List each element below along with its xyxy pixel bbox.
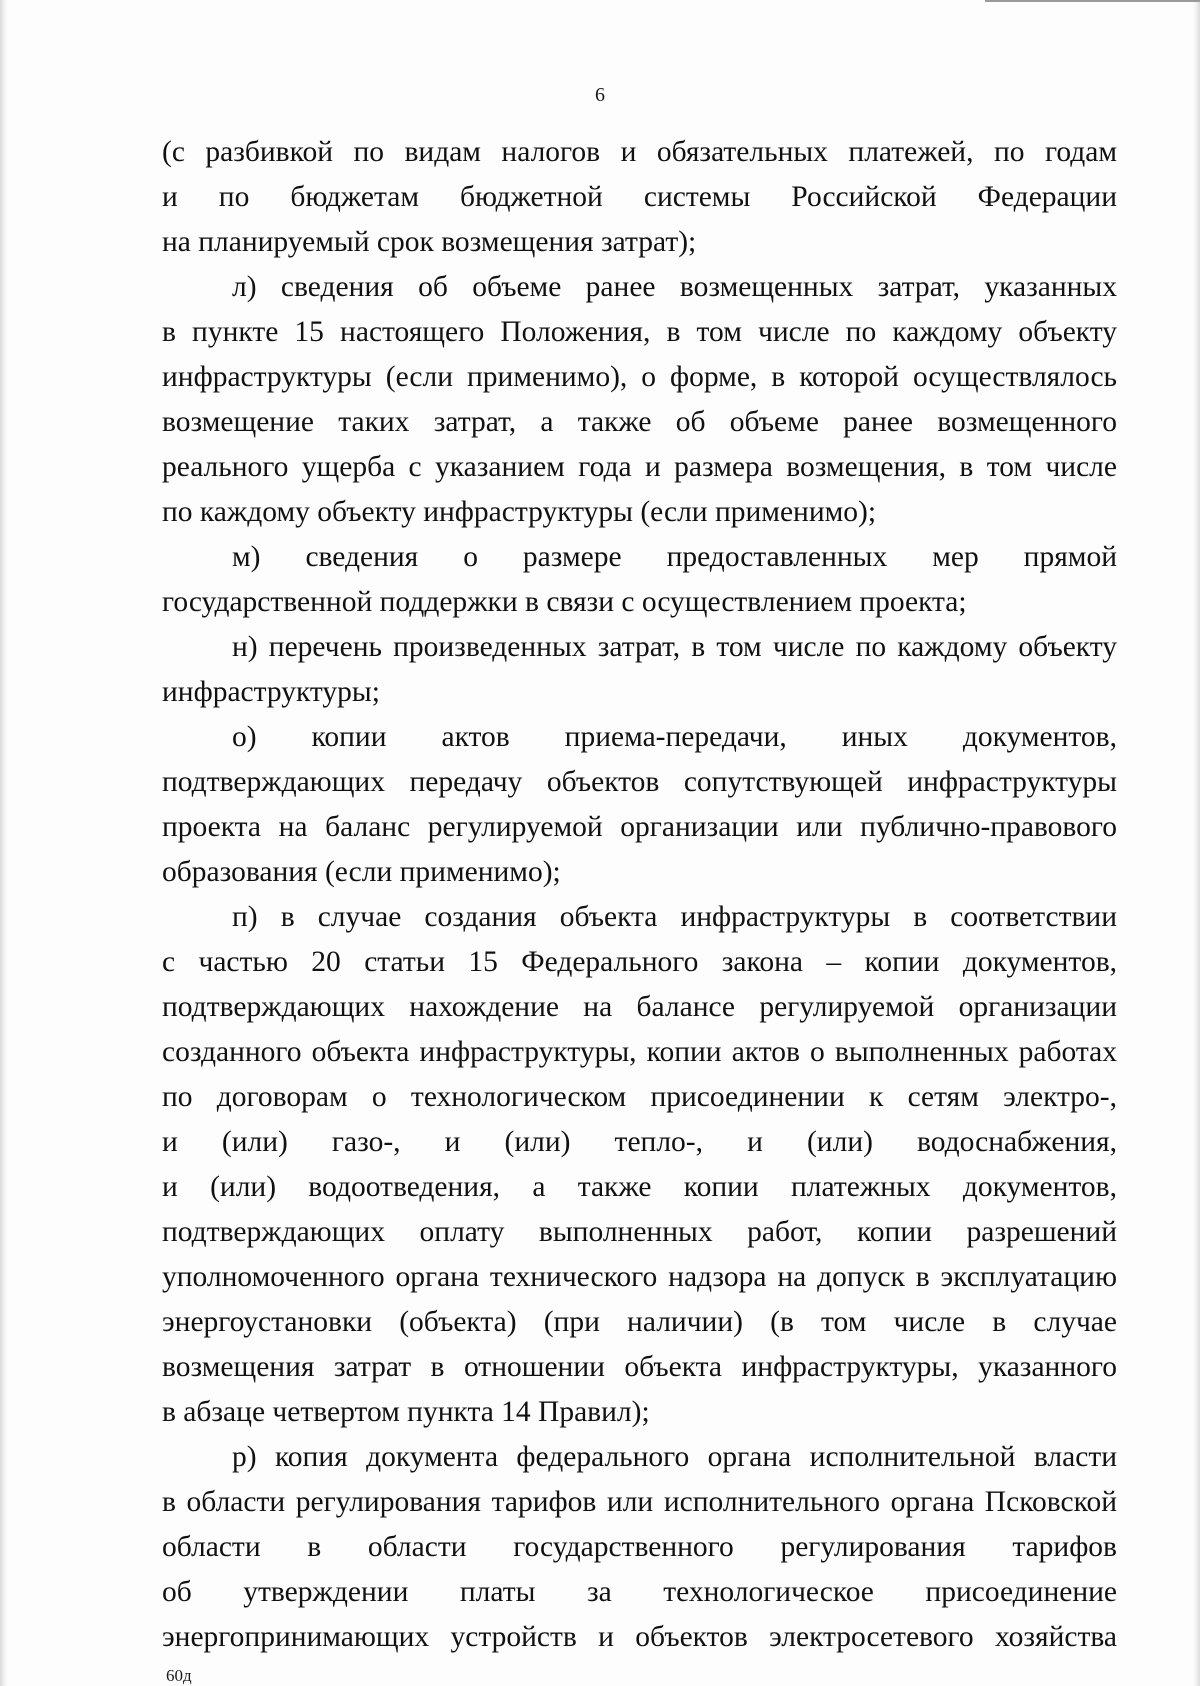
text-line: об утверждении платы за технологическое присоединение <box>162 1576 1117 1608</box>
text-line: с частью 20 статьи 15 Федерального закона – копии документов, <box>162 946 1117 978</box>
paragraph <box>162 265 1117 535</box>
text-line: по договорам о технологическом присоединении к сетям электро-, <box>162 1081 1117 1113</box>
text-line: м) сведения о размере предоставленных мер прямой <box>232 541 1117 573</box>
text-line: инфраструктуры; <box>162 676 380 708</box>
text-line: созданного объекта инфраструктуры, копии актов о выполненных работах <box>162 1036 1117 1068</box>
top-rule <box>985 0 1200 2</box>
text-line: подтверждающих передачу объектов сопутствующей инфраструктуры <box>162 766 1117 798</box>
text-line: подтверждающих оплату выполненных работ, копии разрешений <box>162 1216 1117 1248</box>
paragraph <box>162 1435 1117 1660</box>
text-line: о) копии актов приема-передачи, иных документов, <box>232 721 1117 753</box>
text-line: р) копия документа федерального органа исполнительной власти <box>232 1441 1117 1473</box>
text-line: образования (если применимо); <box>162 856 561 888</box>
paragraph <box>162 535 1117 625</box>
text-line: и (или) водоотведения, а также копии платежных документов, <box>162 1171 1117 1203</box>
text-line: государственной поддержки в связи с осуществлением проекта; <box>162 586 967 618</box>
text-line: л) сведения об объеме ранее возмещенных затрат, указанных <box>232 271 1117 303</box>
scan-edge-left <box>0 0 8 1686</box>
paragraph <box>162 715 1117 895</box>
text-line: проекта на баланс регулируемой организации или публично-правового <box>162 811 1117 843</box>
text-line: в области регулирования тарифов или исполнительного органа Псковской <box>162 1486 1117 1518</box>
document-body <box>162 130 1117 1660</box>
footer-code: 60д <box>166 1666 192 1685</box>
text-line: на планируемый срок возмещения затрат); <box>162 226 697 258</box>
text-line: реального ущерба с указанием года и размера возмещения, в том числе <box>162 451 1117 483</box>
page-number: 6 <box>595 84 605 106</box>
text-line: возмещения затрат в отношении объекта инфраструктуры, указанного <box>162 1351 1117 1383</box>
text-line: подтверждающих нахождение на балансе регулируемой организации <box>162 991 1117 1023</box>
text-line: инфраструктуры (если применимо), о форме, в которой осуществлялось <box>162 361 1117 393</box>
text-line: и (или) газо-, и (или) тепло-, и (или) водоснабжения, <box>162 1126 1117 1158</box>
text-line: в абзаце четвертом пункта 14 Правил); <box>162 1396 650 1428</box>
text-line: уполномоченного органа технического надзора на допуск в эксплуатацию <box>162 1261 1117 1293</box>
text-line: и по бюджетам бюджетной системы Российской Федерации <box>162 181 1117 213</box>
text-line: в пункте 15 настоящего Положения, в том числе по каждому объекту <box>162 316 1117 348</box>
text-line: (с разбивкой по видам налогов и обязательных платежей, по годам <box>162 136 1117 168</box>
paragraph <box>162 625 1117 715</box>
text-line: энергоустановки (объекта) (при наличии) (в том числе в случае <box>162 1306 1117 1338</box>
text-line: области в области государственного регулирования тарифов <box>162 1531 1117 1563</box>
text-line: энергопринимающих устройств и объектов электросетевого хозяйства <box>162 1621 1117 1653</box>
text-line: п) в случае создания объекта инфраструктуры в соответствии <box>232 901 1117 933</box>
paragraph <box>162 895 1117 1435</box>
paragraph <box>162 130 1117 265</box>
text-line: по каждому объекту инфраструктуры (если применимо); <box>162 496 877 528</box>
text-line: н) перечень произведенных затрат, в том числе по каждому объекту <box>232 631 1117 663</box>
text-line: возмещение таких затрат, а также об объеме ранее возмещенного <box>162 406 1117 438</box>
scan-edge-right <box>1192 0 1200 1686</box>
